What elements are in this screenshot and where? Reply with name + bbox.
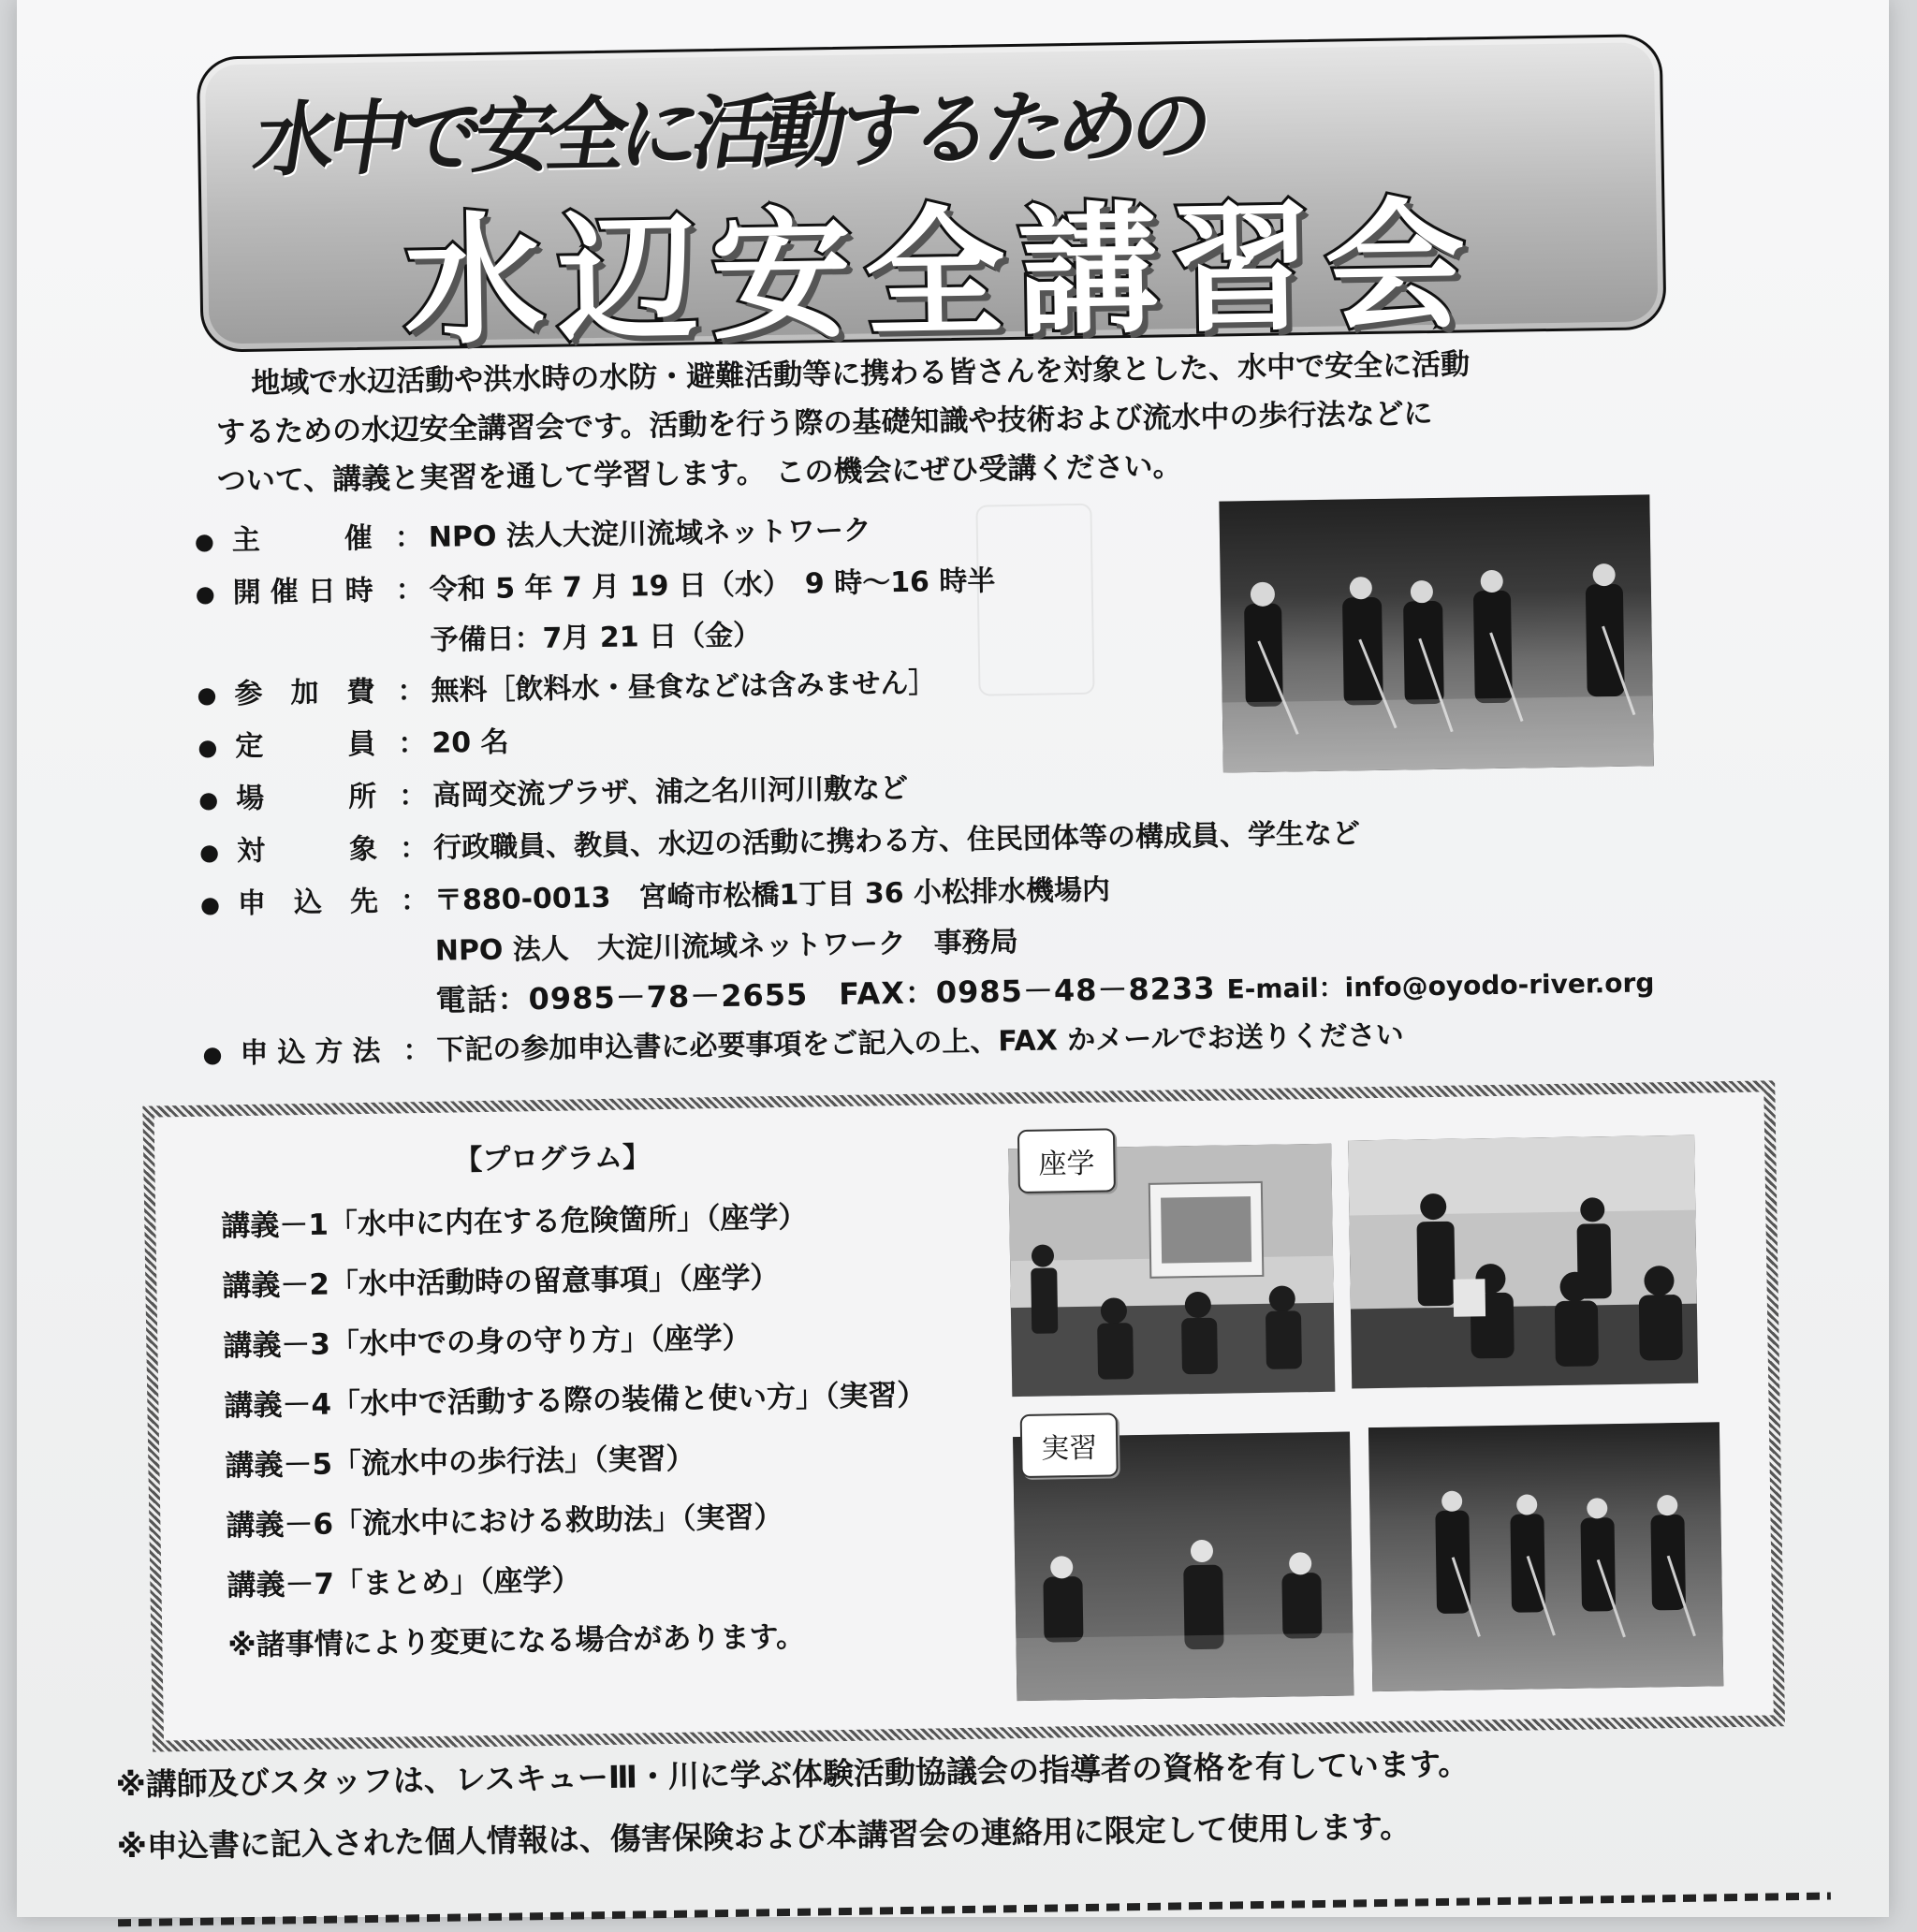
title-banner: [197, 34, 1667, 365]
bullet-icon: ●: [199, 891, 221, 918]
bullet-icon: ●: [198, 786, 219, 813]
bullet-icon: ●: [198, 839, 220, 866]
program-note: ※諸事情により変更になる場合があります。: [227, 1619, 806, 1663]
program-item: 講義－6「流水中における救助法」（実習）: [226, 1500, 783, 1544]
info-label: 対象: [236, 832, 378, 869]
footnotes: [115, 1734, 1471, 1879]
colon: ：: [395, 573, 425, 607]
photo-river-walking: [1219, 494, 1653, 772]
info-value-org: NPO 法人 大淀川流域ネットワーク 事務局: [434, 925, 1019, 968]
colon: ：: [397, 674, 426, 709]
info-value: 令和 5 年 7 月 19 日（水） 9 時～16 時半: [429, 564, 996, 607]
bullet-icon: ●: [194, 528, 215, 555]
title-subheading: 水中で安全に活動するための: [247, 79, 1212, 188]
info-label: 申込先: [237, 885, 379, 921]
bullet-icon: ●: [202, 1041, 223, 1068]
info-label: 参加費: [234, 675, 375, 711]
intro-paragraph: [215, 337, 1677, 505]
colon: ：: [402, 1033, 432, 1068]
program-item: 講義－4「水中で活動する際の装備と使い方」（実習）: [224, 1378, 927, 1424]
title-heading: 水辺安全講習会: [402, 184, 1480, 365]
program-title: 【プログラム】: [454, 1141, 651, 1178]
photo-classroom-2: [1348, 1135, 1698, 1389]
info-label: 定員: [235, 727, 376, 764]
info-value: 高岡交流プラザ、浦之名川河川敷など: [432, 771, 909, 812]
phone-fax: 電話：0985－78－2655 FAX：0985－48－8233: [435, 970, 1216, 1018]
info-value: 下記の参加申込書に必要事項をご記入の上、FAX かメールでお送りください: [436, 1018, 1404, 1067]
colon: ：: [400, 884, 430, 918]
info-label: 申込方法: [240, 1034, 381, 1071]
colon: ：: [399, 831, 429, 866]
colon: ：: [398, 726, 427, 761]
info-value: NPO 法人大淀川流域ネットワーク: [428, 514, 872, 554]
program-item: 講義－3「水中での身の守り方」（座学）: [223, 1321, 752, 1364]
bullet-icon: ●: [197, 681, 217, 709]
program-item: 講義－2「水中活動時の留意事項」（座学）: [222, 1261, 780, 1304]
colon: ：: [398, 779, 428, 813]
info-value: 予備日：7月 21 日（金）: [430, 619, 762, 657]
footnote-staff: ※講師及びスタッフは、レスキューⅢ・川に学ぶ体験活動協議会の指導者の資格を有しています。: [115, 1745, 1470, 1804]
info-label: 場所: [235, 780, 377, 816]
info-label: 開催日時: [232, 574, 374, 610]
info-value: 行政職員、教員、水辺の活動に携わる方、住民団体等の構成員、学生など: [432, 817, 1361, 865]
program-box: [142, 1080, 1785, 1751]
info-value-address: 〒880-0013 宮崎市松橋1丁目 36 小松排水機場内: [433, 873, 1111, 917]
bullet-icon: ●: [195, 580, 215, 607]
program-item: 講義－1「水中に内在する危険箇所」（座学）: [221, 1200, 808, 1244]
info-value: 無料［飲料水・昼食などは含みません］: [431, 666, 937, 708]
colon: ：: [394, 520, 424, 555]
email-address[interactable]: E-mail：info@oyodo-river.org: [1226, 967, 1655, 1005]
info-label: 主催: [231, 521, 373, 558]
classroom-tag: 座学: [1017, 1128, 1116, 1193]
intro-line-3: ついて、講義と実習を通して学習します。 この機会にぜひ受講ください。: [216, 449, 1182, 499]
program-item: 講義－5「流水中の歩行法」（実習）: [225, 1442, 695, 1484]
photo-practice-2: [1368, 1422, 1723, 1691]
program-list: [221, 1186, 930, 1676]
bullet-icon: ●: [198, 734, 218, 761]
intro-line-1: 地域で水辺活動や洪水時の水防・避難活動等に携わる皆さんを対象とした、水中で安全に活動: [250, 347, 1471, 401]
intro-line-2: するための水辺安全講習会です。活動を行う際の基礎知識や技術および流水中の歩行法などに: [215, 396, 1433, 450]
footnote-privacy: ※申込書に記入された個人情報は、傷害保険および本講習会の連絡用に限定して使用します。: [116, 1808, 1412, 1866]
info-value: 20 名: [432, 725, 509, 760]
program-item: 講義－7「まとめ」（座学）: [227, 1563, 581, 1603]
practice-tag: 実習: [1020, 1412, 1119, 1478]
